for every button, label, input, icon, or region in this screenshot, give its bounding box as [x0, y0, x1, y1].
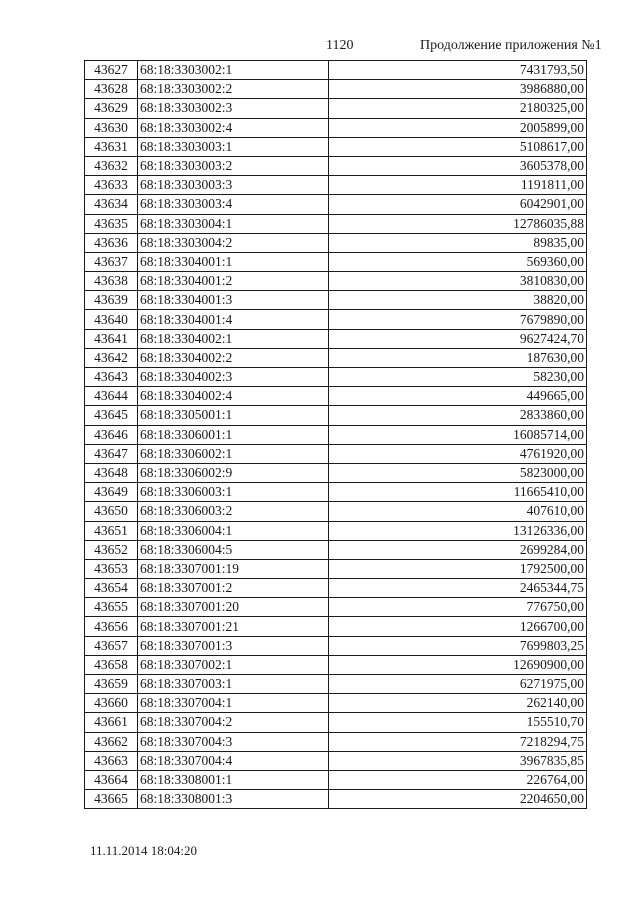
cadastral-number: 68:18:3306003:1 [138, 483, 329, 502]
row-number: 43638 [85, 272, 138, 291]
row-number: 43657 [85, 636, 138, 655]
row-number: 43648 [85, 463, 138, 482]
cadastral-number: 68:18:3303003:4 [138, 195, 329, 214]
row-number: 43662 [85, 732, 138, 751]
cadastral-number: 68:18:3307003:1 [138, 675, 329, 694]
cadastral-number: 68:18:3306004:5 [138, 540, 329, 559]
cadastral-value: 2005899,00 [329, 118, 587, 137]
table-row [85, 598, 587, 617]
row-number: 43645 [85, 406, 138, 425]
row-number: 43655 [85, 598, 138, 617]
cadastral-number: 68:18:3306003:2 [138, 502, 329, 521]
row-number: 43653 [85, 559, 138, 578]
table-row [85, 713, 587, 732]
table-row [85, 636, 587, 655]
row-number: 43640 [85, 310, 138, 329]
cadastral-value: 58230,00 [329, 368, 587, 387]
cadastral-number: 68:18:3306004:1 [138, 521, 329, 540]
cadastral-value: 5823000,00 [329, 463, 587, 482]
table-row [85, 579, 587, 598]
cadastral-number: 68:18:3304001:2 [138, 272, 329, 291]
row-number: 43634 [85, 195, 138, 214]
row-number: 43656 [85, 617, 138, 636]
table-row [85, 61, 587, 80]
cadastral-number: 68:18:3303003:1 [138, 137, 329, 156]
table-row [85, 272, 587, 291]
cadastral-number: 68:18:3303004:2 [138, 233, 329, 252]
cadastral-value: 226764,00 [329, 770, 587, 789]
table-row [85, 502, 587, 521]
cadastral-value: 38820,00 [329, 291, 587, 310]
cadastral-value: 262140,00 [329, 694, 587, 713]
row-number: 43665 [85, 790, 138, 809]
cadastral-value: 9627424,70 [329, 329, 587, 348]
cadastral-number: 68:18:3304002:3 [138, 368, 329, 387]
row-number: 43631 [85, 137, 138, 156]
cadastral-number: 68:18:3307004:1 [138, 694, 329, 713]
cadastral-number: 68:18:3304001:4 [138, 310, 329, 329]
row-number: 43663 [85, 751, 138, 770]
table-row [85, 675, 587, 694]
cadastral-value: 12786035,88 [329, 214, 587, 233]
row-number: 43632 [85, 156, 138, 175]
row-number: 43639 [85, 291, 138, 310]
table-row [85, 770, 587, 789]
table-row [85, 176, 587, 195]
row-number: 43651 [85, 521, 138, 540]
cadastral-value: 7218294,75 [329, 732, 587, 751]
table-row [85, 195, 587, 214]
cadastral-number: 68:18:3307001:3 [138, 636, 329, 655]
table-row [85, 751, 587, 770]
cadastral-number: 68:18:3306001:1 [138, 425, 329, 444]
cadastral-number: 68:18:3303002:2 [138, 80, 329, 99]
table-row [85, 617, 587, 636]
cadastral-number: 68:18:3307004:4 [138, 751, 329, 770]
table-row [85, 521, 587, 540]
cadastral-value: 569360,00 [329, 252, 587, 271]
cadastral-number: 68:18:3303004:1 [138, 214, 329, 233]
row-number: 43649 [85, 483, 138, 502]
table-row [85, 694, 587, 713]
table-row [85, 233, 587, 252]
cadastral-value: 7699803,25 [329, 636, 587, 655]
row-number: 43660 [85, 694, 138, 713]
cadastral-value: 1191811,00 [329, 176, 587, 195]
table-row [85, 156, 587, 175]
cadastral-number: 68:18:3303003:3 [138, 176, 329, 195]
cadastral-number: 68:18:3307004:3 [138, 732, 329, 751]
cadastral-value: 187630,00 [329, 348, 587, 367]
cadastral-number: 68:18:3304001:3 [138, 291, 329, 310]
table-row [85, 291, 587, 310]
cadastral-number: 68:18:3304002:1 [138, 329, 329, 348]
cadastral-number: 68:18:3303003:2 [138, 156, 329, 175]
row-number: 43630 [85, 118, 138, 137]
row-number: 43644 [85, 387, 138, 406]
cadastral-value: 407610,00 [329, 502, 587, 521]
row-number: 43629 [85, 99, 138, 118]
cadastral-value: 2204650,00 [329, 790, 587, 809]
cadastral-value: 2699284,00 [329, 540, 587, 559]
cadastral-value: 89835,00 [329, 233, 587, 252]
print-timestamp: 11.11.2014 18:04:20 [90, 843, 198, 858]
cadastral-number: 68:18:3306002:9 [138, 463, 329, 482]
cadastral-value: 5108617,00 [329, 137, 587, 156]
appendix-title: Продолжение приложения №1 [420, 38, 602, 53]
table-row [85, 368, 587, 387]
cadastral-number: 68:18:3303002:3 [138, 99, 329, 118]
cadastral-value: 3810830,00 [329, 272, 587, 291]
cadastral-number: 68:18:3303002:1 [138, 61, 329, 80]
row-number: 43642 [85, 348, 138, 367]
table-row [85, 444, 587, 463]
cadastral-value: 11665410,00 [329, 483, 587, 502]
cadastral-number: 68:18:3307001:19 [138, 559, 329, 578]
table-row [85, 348, 587, 367]
cadastral-value: 3986880,00 [329, 80, 587, 99]
table-row [85, 463, 587, 482]
cadastral-value: 7431793,50 [329, 61, 587, 80]
cadastral-number: 68:18:3308001:3 [138, 790, 329, 809]
cadastral-number: 68:18:3306002:1 [138, 444, 329, 463]
cadastral-number: 68:18:3307004:2 [138, 713, 329, 732]
cadastral-value: 12690900,00 [329, 655, 587, 674]
cadastral-number: 68:18:3307001:21 [138, 617, 329, 636]
table-row [85, 406, 587, 425]
row-number: 43636 [85, 233, 138, 252]
cadastral-value: 2465344,75 [329, 579, 587, 598]
row-number: 43661 [85, 713, 138, 732]
cadastral-value: 2833860,00 [329, 406, 587, 425]
row-number: 43652 [85, 540, 138, 559]
table-row [85, 252, 587, 271]
table-row [85, 655, 587, 674]
row-number: 43654 [85, 579, 138, 598]
cadastral-value: 2180325,00 [329, 99, 587, 118]
cadastral-value: 13126336,00 [329, 521, 587, 540]
cadastral-value: 776750,00 [329, 598, 587, 617]
row-number: 43664 [85, 770, 138, 789]
table-row [85, 559, 587, 578]
row-number: 43643 [85, 368, 138, 387]
table-row [85, 329, 587, 348]
row-number: 43646 [85, 425, 138, 444]
cadastral-value-table [84, 60, 587, 809]
row-number: 43627 [85, 61, 138, 80]
cadastral-value: 3967835,85 [329, 751, 587, 770]
cadastral-value: 4761920,00 [329, 444, 587, 463]
row-number: 43650 [85, 502, 138, 521]
row-number: 43633 [85, 176, 138, 195]
row-number: 43659 [85, 675, 138, 694]
cadastral-value: 7679890,00 [329, 310, 587, 329]
cadastral-number: 68:18:3308001:1 [138, 770, 329, 789]
row-number: 43641 [85, 329, 138, 348]
cadastral-number: 68:18:3304002:2 [138, 348, 329, 367]
table-row [85, 540, 587, 559]
cadastral-number: 68:18:3304002:4 [138, 387, 329, 406]
cadastral-value: 6271975,00 [329, 675, 587, 694]
table-row [85, 483, 587, 502]
cadastral-value: 1266700,00 [329, 617, 587, 636]
row-number: 43658 [85, 655, 138, 674]
cadastral-value: 6042901,00 [329, 195, 587, 214]
table-row [85, 137, 587, 156]
cadastral-value: 1792500,00 [329, 559, 587, 578]
cadastral-number: 68:18:3307001:2 [138, 579, 329, 598]
cadastral-number: 68:18:3307002:1 [138, 655, 329, 674]
row-number: 43635 [85, 214, 138, 233]
cadastral-number: 68:18:3307001:20 [138, 598, 329, 617]
cadastral-value: 155510,70 [329, 713, 587, 732]
table-row [85, 118, 587, 137]
row-number: 43647 [85, 444, 138, 463]
table-row [85, 732, 587, 751]
cadastral-value: 16085714,00 [329, 425, 587, 444]
cadastral-number: 68:18:3305001:1 [138, 406, 329, 425]
table-row [85, 310, 587, 329]
table-row [85, 387, 587, 406]
table-row [85, 790, 587, 809]
table-row [85, 99, 587, 118]
table-body [85, 61, 587, 809]
table-row [85, 425, 587, 444]
cadastral-number: 68:18:3304001:1 [138, 252, 329, 271]
cadastral-value: 3605378,00 [329, 156, 587, 175]
cadastral-number: 68:18:3303002:4 [138, 118, 329, 137]
row-number: 43637 [85, 252, 138, 271]
page-number: 1120 [326, 38, 354, 53]
table-row [85, 214, 587, 233]
row-number: 43628 [85, 80, 138, 99]
cadastral-value: 449665,00 [329, 387, 587, 406]
table-row [85, 80, 587, 99]
